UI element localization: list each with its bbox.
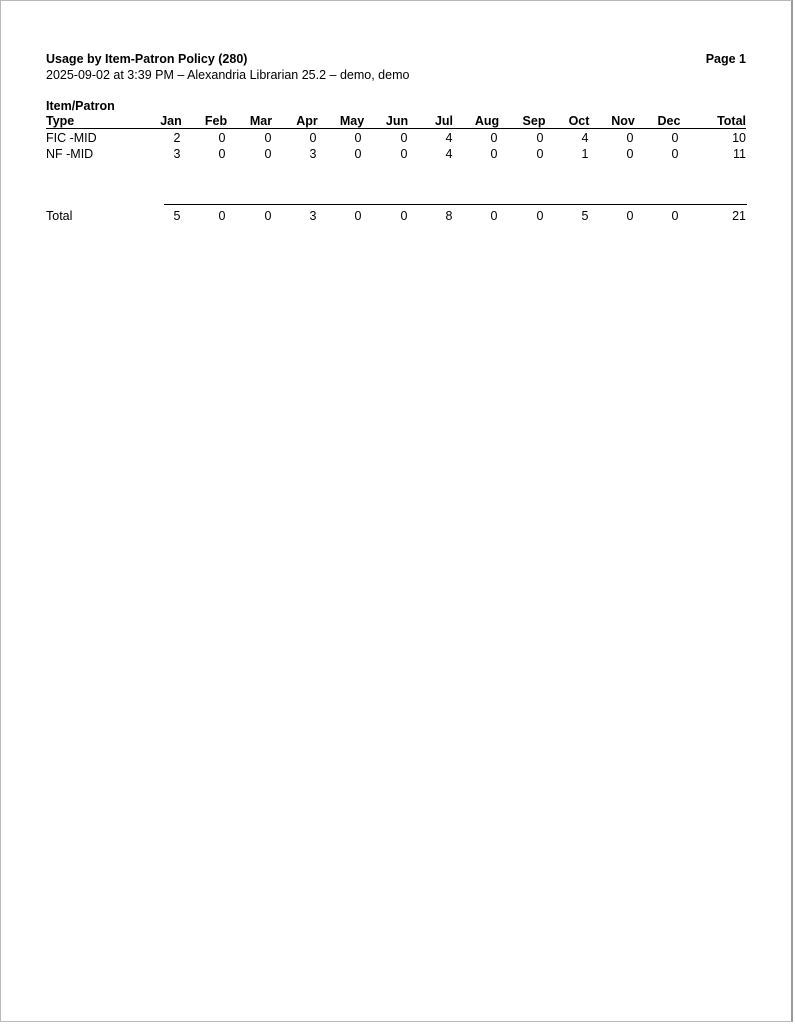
total-cell: 0	[490, 209, 498, 223]
totals-divider	[164, 204, 747, 205]
table-cell: 3	[173, 147, 181, 161]
column-header-month: Nov	[611, 114, 635, 128]
total-cell: 0	[354, 209, 362, 223]
table-cell: 3	[309, 147, 317, 161]
column-header-month: Aug	[474, 114, 500, 128]
table-cell: 0	[536, 147, 544, 161]
column-header-month: Oct	[568, 114, 590, 128]
table-cell: 4	[581, 131, 589, 145]
total-cell: 0	[536, 209, 544, 223]
table-cell: 4	[445, 131, 453, 145]
grand-total: 21	[732, 209, 746, 223]
total-cell: 0	[264, 209, 272, 223]
column-header-month: May	[339, 114, 365, 128]
column-header-month: Apr	[296, 114, 318, 128]
totals-label: Total	[46, 209, 73, 223]
table-cell: 0	[490, 131, 498, 145]
table-cell: 0	[218, 131, 226, 145]
column-header-month: Jun	[385, 114, 409, 128]
page-number: Page 1	[705, 52, 746, 66]
total-cell: 0	[626, 209, 634, 223]
row-total: 10	[732, 131, 746, 145]
column-header-month: Dec	[657, 114, 681, 128]
report-subtitle: 2025-09-02 at 3:39 PM – Alexandria Librarian 25.2 – demo, demo	[46, 68, 410, 82]
column-header-type: Type	[46, 114, 75, 128]
column-header-month: Jul	[434, 114, 454, 128]
table-row	[1, 147, 794, 162]
table-row	[1, 131, 794, 146]
table-cell: 0	[354, 147, 362, 161]
table-cell: 0	[354, 131, 362, 145]
table-header-row	[1, 114, 794, 129]
column-header-month: Jan	[160, 114, 182, 128]
table-cell: 0	[671, 147, 679, 161]
total-cell: 3	[309, 209, 317, 223]
table-cell: 0	[264, 131, 272, 145]
row-total: 11	[733, 147, 746, 161]
total-cell: 0	[218, 209, 226, 223]
table-cell: 0	[671, 131, 679, 145]
table-cell: 0	[309, 131, 317, 145]
table-cell: 0	[626, 131, 634, 145]
total-cell: 8	[445, 209, 453, 223]
table-cell: 0	[400, 147, 408, 161]
column-header-total: Total	[717, 114, 746, 128]
total-cell: 5	[581, 209, 589, 223]
column-header-month: Feb	[204, 114, 228, 128]
table-cell: 4	[445, 147, 453, 161]
table-cell: 0	[264, 147, 272, 161]
totals-row	[1, 209, 794, 224]
column-header-item-patron: Item/Patron	[46, 99, 115, 113]
table-cell: 0	[490, 147, 498, 161]
total-cell: 0	[400, 209, 408, 223]
table-cell: 0	[626, 147, 634, 161]
table-cell: 0	[536, 131, 544, 145]
total-cell: 5	[173, 209, 181, 223]
column-header-month: Mar	[249, 114, 273, 128]
total-cell: 0	[671, 209, 679, 223]
column-header-month: Sep	[522, 114, 546, 128]
table-cell: 0	[400, 131, 408, 145]
table-cell: 1	[581, 147, 589, 161]
row-label: FIC -MID	[46, 131, 97, 145]
table-cell: 0	[218, 147, 226, 161]
header-divider	[46, 128, 746, 129]
row-label: NF -MID	[46, 147, 94, 161]
table-cell: 2	[173, 131, 181, 145]
report-title: Usage by Item-Patron Policy (280)	[46, 52, 248, 66]
